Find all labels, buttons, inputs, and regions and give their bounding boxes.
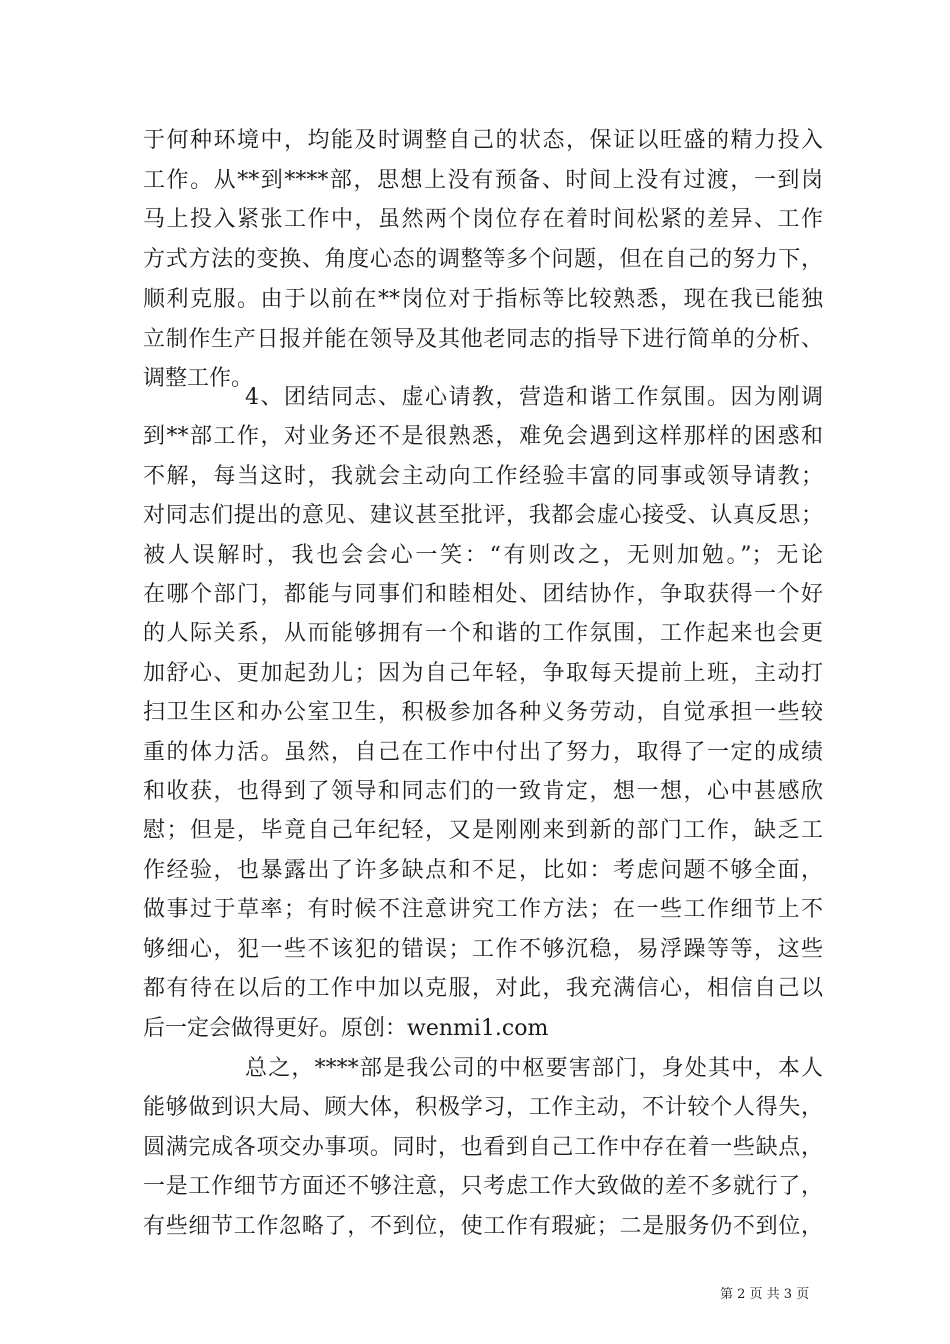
text-line: 慰；但是，毕竟自己年纪轻，又是刚刚来到新的部门工作，缺乏工 [143,818,823,843]
text-line: 做事过于草率；有时候不注意讲究工作方法；在一些工作细节上不 [143,897,823,922]
text-line: 扫卫生区和办公室卫生，积极参加各种义务劳动，自觉承担一些较 [143,700,823,725]
paragraph-start-line: 4、团结同志、虚心请教，营造和谐工作氛围。因为刚调 [245,385,823,410]
text-line: 于何种环境中，均能及时调整自己的状态，保证以旺盛的精力投入 [143,128,823,153]
text-line: 加舒心、更加起劲儿；因为自己年轻，争取每天提前上班，主动打 [143,661,823,686]
text-line: 重的体力活。虽然，自己在工作中付出了努力，取得了一定的成绩 [143,740,823,765]
text-line: 一是工作细节方面还不够注意，只考虑工作大致做的差不多就行了， [143,1174,823,1199]
text-line: 作经验，也暴露出了许多缺点和不足，比如：考虑问题不够全面， [143,858,823,883]
text-line: 顺利克服。由于以前在**岗位对于指标等比较熟悉，现在我已能独 [143,287,823,312]
text-line: 调整工作。 [143,366,254,391]
text-line: 圆满完成各项交办事项。同时，也看到自己工作中存在着一些缺点， [143,1135,823,1160]
text-line: 对同志们提出的意见、建议甚至批评，我都会虚心接受、认真反思； [143,503,823,528]
text-line: 工作。从**到****部，思想上没有预备、时间上没有过渡，一到岗 [143,168,823,193]
text-line: 能够做到识大局、顾大体，积极学习，工作主动，不计较个人得失， [143,1095,823,1120]
text-line: 后一定会做得更好。原创：wenmi1.com [143,1016,549,1041]
text-line: 都有待在以后的工作中加以克服，对此，我充满信心，相信自己以 [143,976,823,1001]
text-line: 到**部工作，对业务还不是很熟悉，难免会遇到这样那样的困惑和 [143,424,823,449]
paragraph-start-line: 总之，****部是我公司的中枢要害部门，身处其中，本人 [245,1056,823,1081]
text-line: 在哪个部门，都能与同事们和睦相处、团结协作，争取获得一个好 [143,582,823,607]
text-line: 被人误解时，我也会会心一笑：“有则改之，无则加勉。”；无论 [143,543,823,568]
text-line: 马上投入紧张工作中，虽然两个岗位存在着时间松紧的差异、工作 [143,207,823,232]
text-line: 的人际关系，从而能够拥有一个和谐的工作氛围，工作起来也会更 [143,621,823,646]
page-number-footer: 第 2 页 共 3 页 [720,1287,810,1302]
text-line: 不解，每当这时，我就会主动向工作经验丰富的同事或领导请教； [143,464,823,489]
text-line: 方式方法的变换、角度心态的调整等多个问题，但在自己的努力下， [143,247,823,272]
text-line: 够细心，犯一些不该犯的错误；工作不够沉稳，易浮躁等等，这些 [143,937,823,962]
text-line: 有些细节工作忽略了，不到位，使工作有瑕疵；二是服务仍不到位， [143,1214,823,1239]
text-line: 和收获，也得到了领导和同志们的一致肯定，想一想，心中甚感欣 [143,779,823,804]
text-line: 立制作生产日报并能在领导及其他老同志的指导下进行简单的分析、 [143,327,823,352]
